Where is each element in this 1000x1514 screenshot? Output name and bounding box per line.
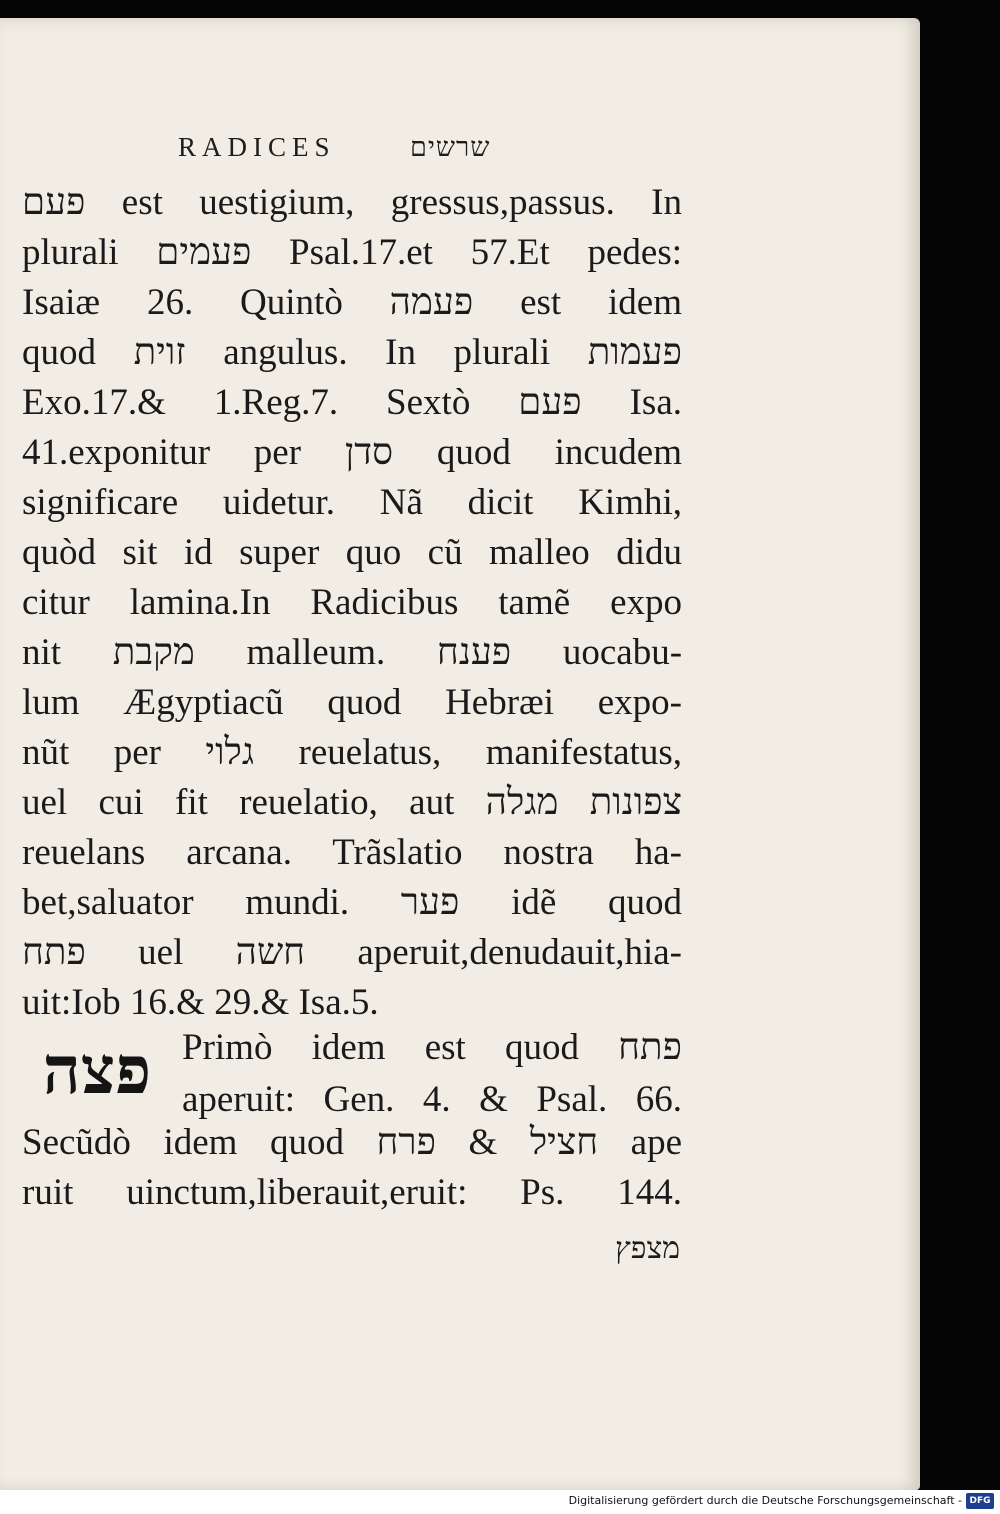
digitization-footer — [0, 1490, 1000, 1514]
running-head — [178, 132, 548, 172]
text-line: reuelans arcana. Trãslatio nostra ha- — [22, 832, 682, 873]
text-line: nũt per גלוי reuelatus, manifestatus, — [22, 732, 682, 773]
running-head-latin: RADICES — [178, 132, 336, 162]
text-line: quòd sit id super quo cũ malleo didu — [22, 532, 682, 573]
entry-heading-hebrew: פצה — [42, 1031, 152, 1109]
text-line: uel cui fit reuelatio, aut צפונות מגלה — [22, 782, 682, 823]
text-line: plurali פעמים Psal.17.et 57.Et pedes: — [22, 232, 682, 273]
text-line: quod זוית angulus. In plurali פעמות — [22, 332, 682, 373]
running-head-hebrew: שרשים — [410, 132, 491, 162]
text-line: פעם est uestigium, gressus,passus. In — [22, 182, 682, 223]
text-line: Exo.17.& 1.Reg.7. Sextò פעם Isa. — [22, 382, 682, 423]
text-line: ruit uinctum,liberauit,eruit: Ps. 144. — [22, 1172, 682, 1213]
text-line: Secũdò idem quod חציל & פרח ape — [22, 1122, 683, 1163]
footer-credit: Digitalisierung gefördert durch die Deutsche Forschungsgemeinschaft - — [568, 1494, 962, 1507]
text-line: bet,saluator mundi. פער idẽ quod — [22, 882, 682, 923]
text-line: nit מקבת malleum. פענח uocabu- — [22, 632, 683, 673]
text-line: aperuit: Gen. 4. & Psal. 66. — [182, 1079, 682, 1120]
text-line: significare uidetur. Nã dicit Kimhi, — [22, 482, 682, 523]
text-line: Isaiæ 26. Quintò פעמה est idem — [22, 282, 682, 323]
text-line: lum Ægyptiacũ quod Hebræi expo- — [22, 682, 682, 723]
dfg-logo: DFG — [966, 1493, 994, 1509]
text-line: Primò idem est quod פתח — [182, 1027, 682, 1068]
text-line: citur lamina.In Radicibus tamẽ expo — [22, 582, 682, 623]
text-line: uit:Iob 16.& 29.& Isa.5. — [22, 982, 379, 1023]
text-line: פתח uel חשה aperuit,denudauit,hia- — [22, 932, 683, 973]
text-line: 41.exponitur per סדן quod incudem — [22, 432, 683, 473]
catchword: מצפץ — [615, 1232, 680, 1265]
